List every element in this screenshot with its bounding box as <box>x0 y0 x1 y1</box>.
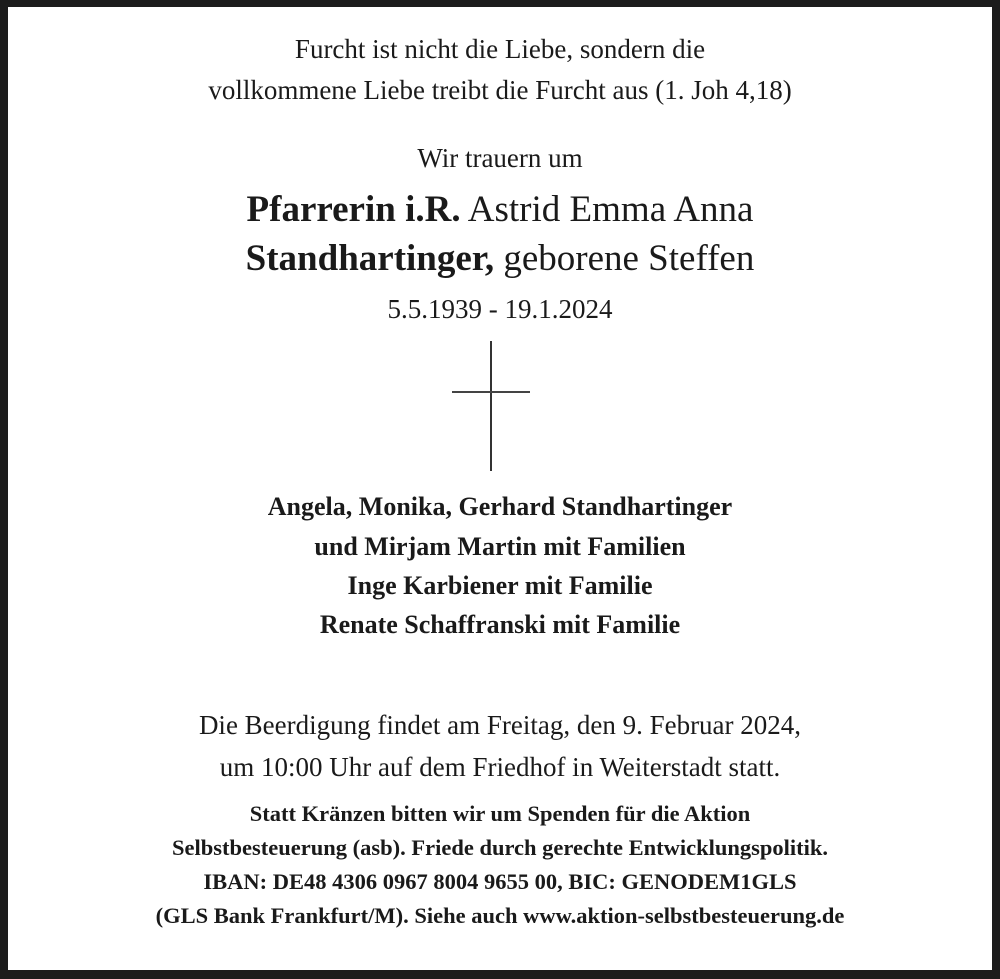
bible-verse-line-1: Furcht ist nicht die Liebe, sondern die <box>294 34 706 64</box>
deceased-name-line-1 <box>8 188 992 231</box>
deceased-birth-name: geborene Steffen <box>494 238 755 279</box>
cross-horizontal-bar <box>452 391 530 393</box>
deceased-given-names: Astrid Emma Anna <box>460 189 754 230</box>
mourner-line: Inge Karbiener mit Familie <box>347 571 653 600</box>
obituary-notice <box>8 7 992 970</box>
mourner-line: Renate Schaffranski mit Familie <box>319 610 681 639</box>
mourner-line: Angela, Monika, Gerhard Standhartinger <box>267 492 733 521</box>
funeral-info-line-2: um 10:00 Uhr auf dem Friedhof in Weiterstadt statt. <box>219 752 781 782</box>
cross-vertical-bar <box>490 341 492 471</box>
donation-info-line-2: Selbstbesteuerung (asb). Friede durch gerechte Entwicklungspolitik. <box>171 835 829 860</box>
bank-details: IBAN: DE48 4306 0967 8004 9655 00, BIC: GENODEM1GLS <box>203 869 797 894</box>
deceased-title: Pfarrerin i.R. <box>246 189 461 230</box>
cross-icon <box>450 341 530 471</box>
deceased-surname: Standhartinger, <box>245 238 495 279</box>
deceased-name-line-2 <box>8 237 992 280</box>
donation-website: (GLS Bank Frankfurt/M). Siehe auch www.aktion-selbstbesteuerung.de <box>155 903 845 928</box>
funeral-info-line-1: Die Beerdigung findet am Freitag, den 9. Februar 2024, <box>198 710 802 740</box>
mourning-intro: Wir trauern um <box>417 143 583 173</box>
mourner-line: und Mirjam Martin mit Familien <box>314 532 686 561</box>
donation-info-line-1: Statt Kränzen bitten wir um Spenden für die Aktion <box>249 801 751 826</box>
life-dates: 5.5.1939 - 19.1.2024 <box>387 294 613 324</box>
bible-verse-line-2: vollkommene Liebe treibt die Furcht aus (1. Joh 4,18) <box>208 75 792 105</box>
